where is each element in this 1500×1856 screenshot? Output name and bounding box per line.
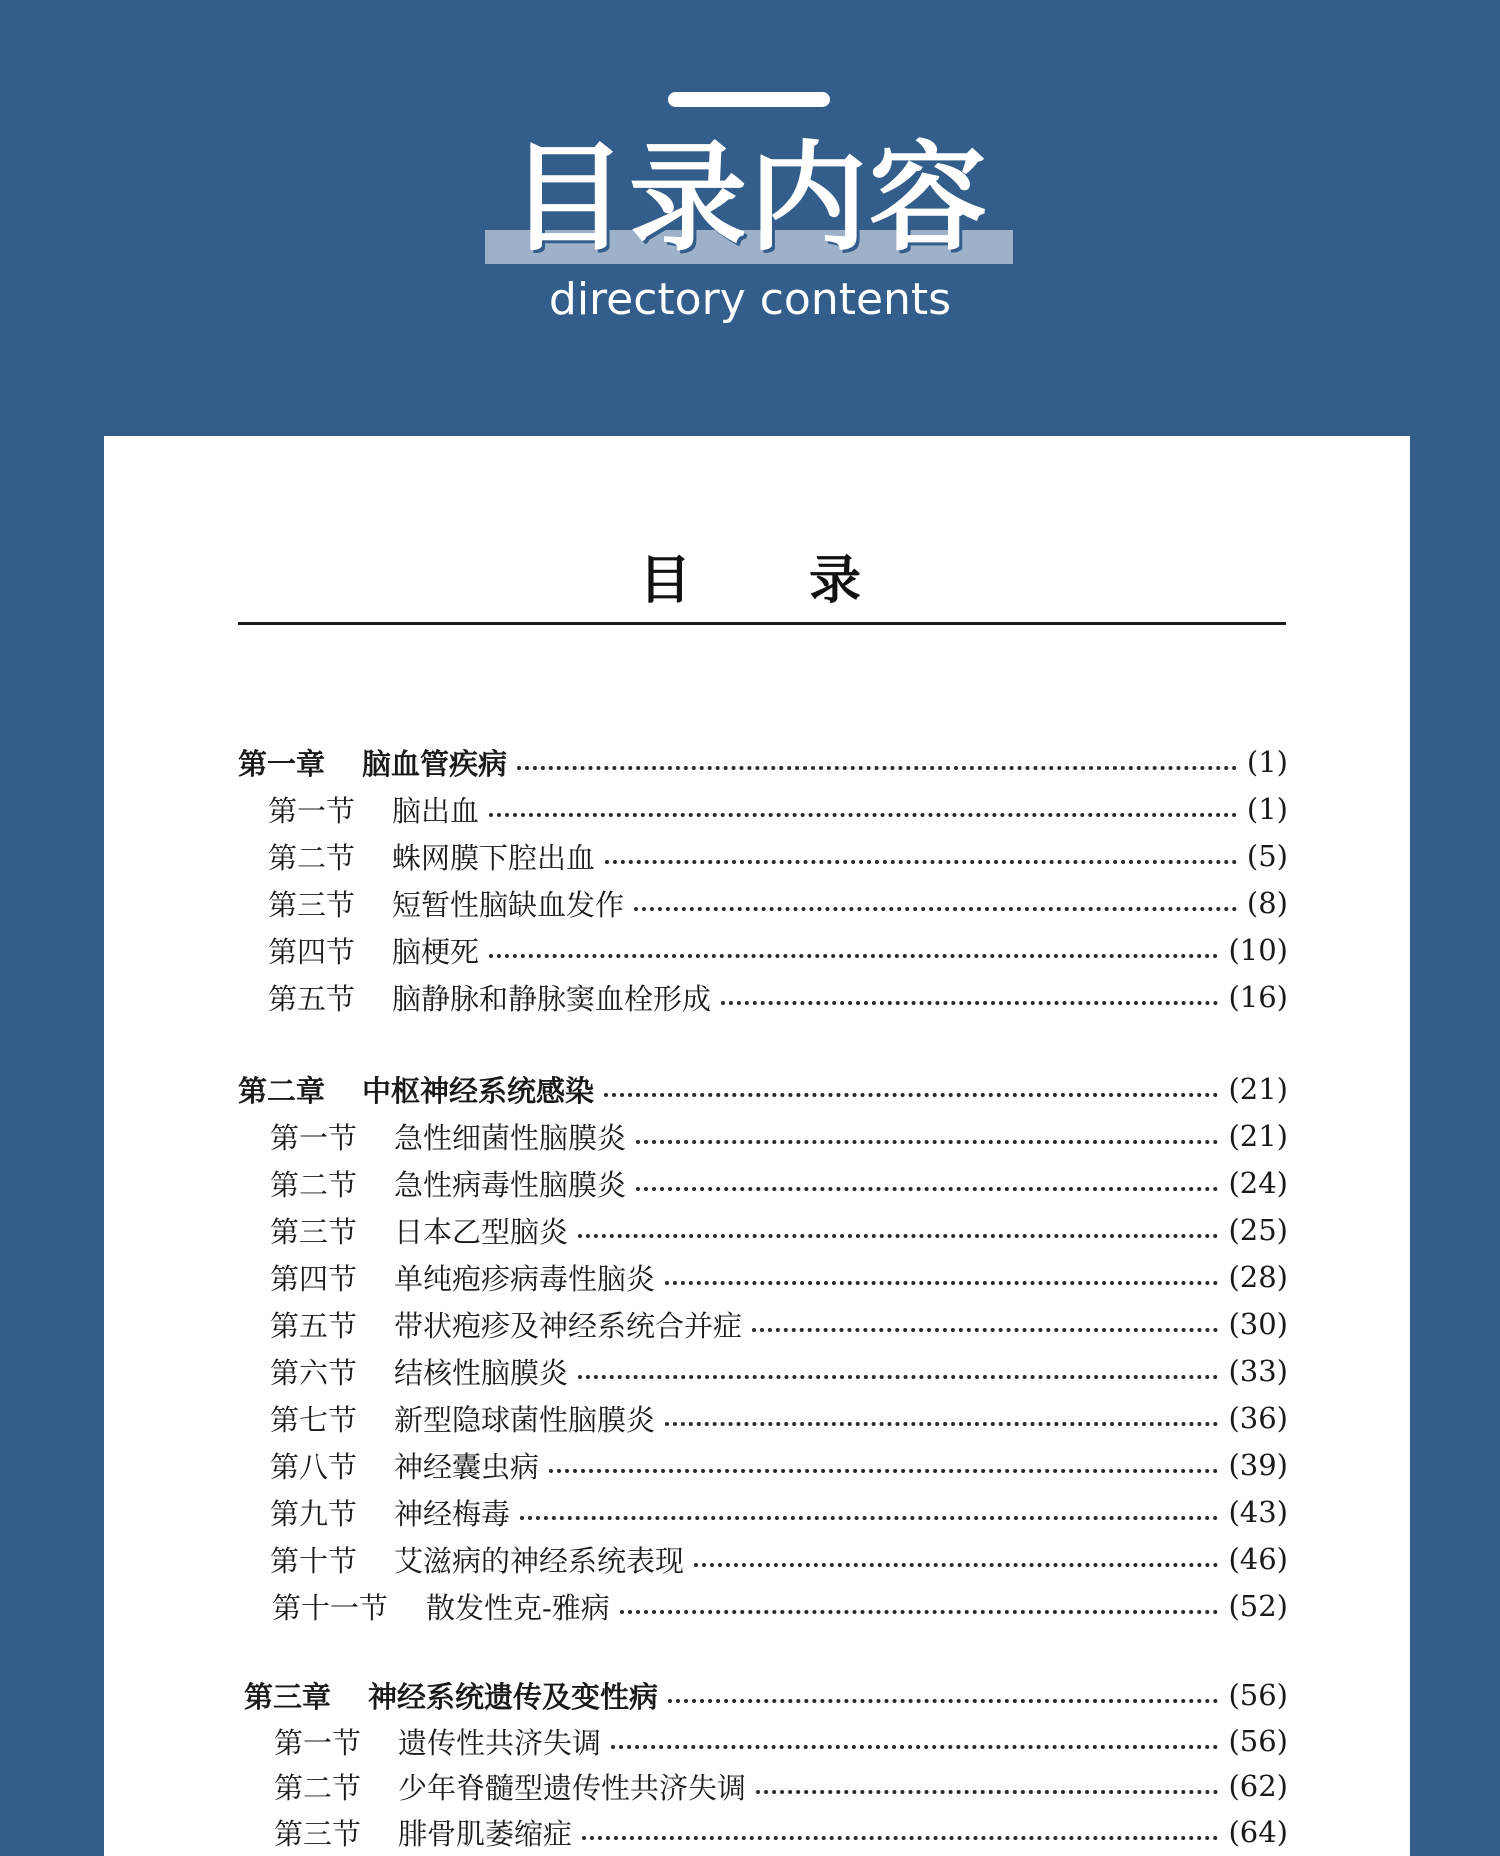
section-number: 第四节 [268, 934, 356, 969]
chapter-number: 第三章 [244, 1679, 332, 1714]
dot-leader [634, 907, 1237, 911]
toc-section-3-1[interactable] [274, 1719, 1288, 1763]
chapter-number: 第二章 [238, 1073, 326, 1108]
page-number: (39) [1228, 1448, 1288, 1482]
section-name: 遗传性共济失调 [398, 1725, 602, 1760]
page-number: (25) [1228, 1213, 1288, 1247]
dot-leader [489, 954, 1218, 958]
section-number: 第四节 [270, 1261, 358, 1296]
page-number: (24) [1228, 1166, 1288, 1200]
chapter-name: 神经系统遗传及变性病 [368, 1679, 659, 1714]
page-number: (28) [1228, 1260, 1288, 1294]
section-name: 少年脊髓型遗传性共济失调 [398, 1770, 747, 1805]
page-number: (33) [1228, 1354, 1288, 1388]
section-number: 第二节 [274, 1770, 362, 1805]
section-number: 第一节 [268, 793, 356, 828]
section-number: 第六节 [270, 1355, 358, 1390]
page-number: (30) [1228, 1307, 1288, 1341]
toc-section-1-1[interactable] [268, 787, 1288, 831]
section-number: 第九节 [270, 1496, 358, 1531]
toc-section-3-2[interactable] [274, 1764, 1288, 1808]
dot-leader [582, 1836, 1218, 1840]
page-number: (21) [1228, 1119, 1288, 1153]
page-number: (46) [1228, 1542, 1288, 1576]
toc-chapter-2[interactable] [238, 1067, 1288, 1111]
dot-leader [636, 1140, 1218, 1144]
dot-leader [520, 1516, 1218, 1520]
toc-chapter-3[interactable] [244, 1673, 1288, 1717]
page-number: (16) [1228, 980, 1288, 1014]
toc-section-2-4[interactable] [270, 1255, 1288, 1299]
page-number: (8) [1246, 886, 1288, 920]
section-name: 脑梗死 [392, 934, 480, 969]
page-number: (56) [1228, 1724, 1288, 1758]
section-number: 第五节 [270, 1308, 358, 1343]
toc-section-2-5[interactable] [270, 1302, 1288, 1346]
page-number: (10) [1228, 933, 1288, 967]
section-number: 第一节 [270, 1120, 358, 1155]
dot-leader [517, 766, 1237, 770]
toc-section-2-10[interactable] [270, 1537, 1288, 1581]
section-number: 第一节 [274, 1725, 362, 1760]
page-number: (64) [1228, 1815, 1288, 1849]
toc-section-2-2[interactable] [270, 1161, 1288, 1205]
chapter-number: 第一章 [238, 746, 326, 781]
page-number: (21) [1228, 1072, 1288, 1106]
page-number: (1) [1246, 745, 1288, 779]
section-name: 新型隐球菌性脑膜炎 [394, 1402, 656, 1437]
dot-leader [721, 1001, 1218, 1005]
page-number: (1) [1246, 792, 1288, 826]
toc-section-1-5[interactable] [268, 975, 1288, 1019]
dot-leader [605, 860, 1237, 864]
page-number: (62) [1228, 1769, 1288, 1803]
dot-leader [752, 1328, 1218, 1332]
page-number: (43) [1228, 1495, 1288, 1529]
toc-chapter-1[interactable] [238, 740, 1288, 784]
section-name: 短暂性脑缺血发作 [392, 887, 625, 922]
section-name: 腓骨肌萎缩症 [398, 1816, 573, 1851]
dot-leader [665, 1422, 1218, 1426]
section-name: 日本乙型脑炎 [394, 1214, 569, 1249]
dot-leader [636, 1187, 1218, 1191]
dot-leader [578, 1375, 1218, 1379]
section-number: 第七节 [270, 1402, 358, 1437]
section-number: 第八节 [270, 1449, 358, 1484]
dot-leader [756, 1790, 1218, 1794]
section-number: 第五节 [268, 981, 356, 1016]
header-subtitle: directory contents [548, 274, 952, 325]
dot-leader [604, 1093, 1218, 1097]
section-number: 第三节 [268, 887, 356, 922]
toc-section-2-9[interactable] [270, 1490, 1288, 1534]
section-number: 第十一节 [272, 1590, 389, 1625]
section-number: 第二节 [270, 1167, 358, 1202]
page-number: (36) [1228, 1401, 1288, 1435]
page-number: (52) [1228, 1589, 1288, 1623]
dot-leader [620, 1610, 1219, 1614]
section-name: 带状疱疹及神经系统合并症 [394, 1308, 743, 1343]
toc-section-2-1[interactable] [270, 1114, 1288, 1158]
toc-section-3-3[interactable] [274, 1810, 1288, 1854]
header-title: 目录内容 [508, 129, 989, 267]
section-name: 艾滋病的神经系统表现 [394, 1543, 685, 1578]
section-number: 第三节 [274, 1816, 362, 1851]
section-number: 第三节 [270, 1214, 358, 1249]
section-name: 单纯疱疹病毒性脑炎 [394, 1261, 656, 1296]
toc-section-1-3[interactable] [268, 881, 1288, 925]
toc-section-2-11[interactable] [272, 1584, 1288, 1628]
dot-leader [665, 1281, 1218, 1285]
document-title: 目 录 [638, 551, 862, 611]
section-name: 脑出血 [392, 793, 480, 828]
section-name: 神经梅毒 [394, 1496, 511, 1531]
section-name: 蛛网膜下腔出血 [392, 840, 596, 875]
dot-leader [694, 1563, 1218, 1567]
page-number: (56) [1228, 1678, 1288, 1712]
toc-section-2-3[interactable] [270, 1208, 1288, 1252]
dot-leader [668, 1699, 1218, 1703]
section-number: 第十节 [270, 1543, 358, 1578]
page-number: (5) [1246, 839, 1288, 873]
section-number: 第二节 [268, 840, 356, 875]
toc-section-2-6[interactable] [270, 1349, 1288, 1393]
dot-leader [489, 813, 1237, 817]
chapter-name: 中枢神经系统感染 [362, 1073, 595, 1108]
section-name: 脑静脉和静脉窦血栓形成 [392, 981, 712, 1016]
chapter-name: 脑血管疾病 [362, 746, 508, 781]
toc-section-2-8[interactable] [270, 1443, 1288, 1487]
section-name: 急性病毒性脑膜炎 [394, 1167, 627, 1202]
section-name: 急性细菌性脑膜炎 [394, 1120, 627, 1155]
toc-section-1-2[interactable] [268, 834, 1288, 878]
section-name: 结核性脑膜炎 [394, 1355, 569, 1390]
section-name: 神经囊虫病 [394, 1449, 540, 1484]
dot-leader [611, 1745, 1218, 1749]
section-name: 散发性克-雅病 [426, 1590, 610, 1625]
toc-section-1-4[interactable] [268, 928, 1288, 972]
dot-leader [549, 1469, 1218, 1473]
dot-leader [578, 1234, 1218, 1238]
toc-section-2-7[interactable] [270, 1396, 1288, 1440]
